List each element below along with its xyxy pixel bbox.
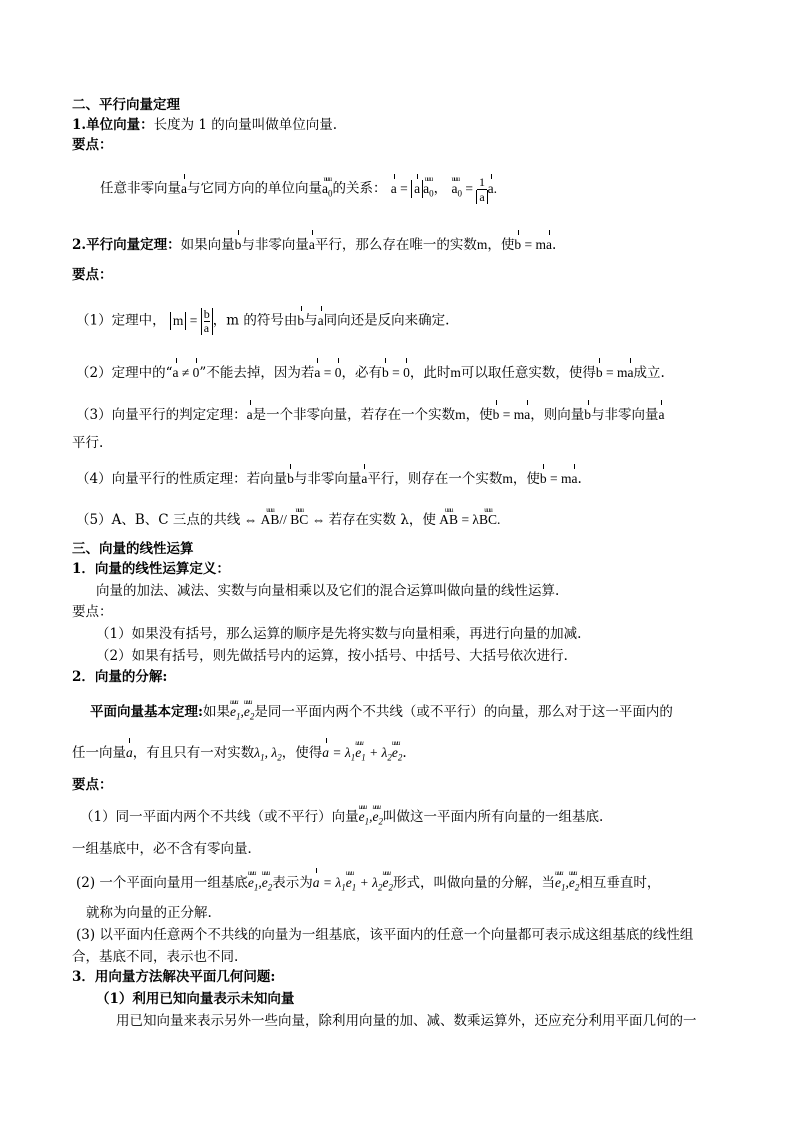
vector-a0: uuu $a_0$ <box>322 180 333 203</box>
parallel-theorem-line: 2.平行向量定理：如果向量b与非零向量a平行，那么存在唯一的实数m，使b = ma. <box>72 237 557 253</box>
decomposition-title: 2．向量的分解: <box>72 669 168 685</box>
basis-point-2-cont: 就称为向量的正分解. <box>86 905 212 921</box>
formula-a-eq-abs-a-a0: a = auuu $a_0$ <box>391 181 434 196</box>
point-2: （2）定理中的“a ≠ 0”不能去掉，因为若a = 0，必有b = 0，此时m可以取任意实数，使得b = ma成立. <box>76 365 665 381</box>
linear-op-def: 向量的加法、减法、实数与向量相乘以及它们的混合运算叫做向量的线性运算. <box>96 583 560 599</box>
key-points-label: 要点： <box>72 137 113 153</box>
geometry-body: 用已知向量来表示另外一些向量，除利用向量的加、减、数乘运算外，还应充分利用平面几何的一 <box>116 1013 697 1029</box>
point-3: （3）向量平行的判定定理：a是一个非零向量，若存在一个实数m，使b = ma，则向量b与非零向量a <box>76 407 665 423</box>
formula-b-eq-ma: b = ma <box>514 237 552 252</box>
basis-point-1: （1）同一平面内两个不共线（或不平行）向量uuu $e_1,uuu$ $e_2$叫做这一平面内所有向量的一组基底. <box>80 808 603 831</box>
section-heading-2: 二、平行向量定理 <box>72 97 180 113</box>
linear-op-title: 1．向量的线性运算定义： <box>72 561 230 577</box>
point-1: （1）定理中， m = $\frac{b}{a}$ ，m 的符号由b与a同向还是反向来确定. <box>76 307 450 335</box>
section-heading-3: 三、向量的线性运算 <box>72 541 194 557</box>
basis-point-3: (3) 以平面内任意两个不共线的向量为一组基底，该平面内的任意一个向量都可表示成这组基底的线性组 <box>76 927 694 943</box>
unit-vector-line <box>72 116 337 134</box>
unit-vector-title: 1.单位向量： <box>72 117 154 133</box>
vector-a: a <box>181 180 187 196</box>
linear-op-point-1: （1）如果没有括号，那么运算的顺序是先将实数与向量相乘，再进行向量的加减. <box>96 626 582 642</box>
basic-theorem-line: 平面向量基本定理:如果uuu $e_1,uuu$ $e_2$是同一平面内两个不共线（或不平行）的向量，那么对于这一平面内的 <box>90 703 673 726</box>
point-4: （4）向量平行的性质定理：若向量b与非零向量a平行，则存在一个实数m，使b = ma. <box>76 471 582 487</box>
basis-point-1-cont: 一组基底中，必不含有零向量． <box>72 841 261 857</box>
geometry-subtitle: （1）利用已知向量表示未知向量 <box>96 991 295 1007</box>
linear-op-point-2: （2）如果有括号，则先做括号内的运算，按小括号、中括号、大括号依次进行． <box>96 648 578 664</box>
formula-decomposition: $a = \lambda_1uuu$ $e_1 + \lambda_2uuu$ $e_2$ <box>322 745 402 760</box>
unit-vector-relation: 任意非零向量a与它同方向的单位向量uuu $a_0$的关系： a = auuu $a_0$， uuu $a_0$ = $\frac{1}{a}$ a. <box>100 175 497 204</box>
key-points-label: 要点： <box>72 267 113 283</box>
basic-theorem-line-2: 任一向量a，有且只有一对实数$\lambda_1$, $\lambda_2$，使得$a = \lambda_1uuu$ $e_1 + \lambda_2uuu$ $e_2$. <box>72 744 407 767</box>
basis-point-2: (2) 一个平面向量用一组基底uuu $e_1,uuu$ $e_2$表示为$a = \lambda_1uuu$ $e_1 + \lambda_2uuu$ $e_2$形式，叫做向量的分解，当uuu $e_1,uuu$ $e_2$相互垂直时， <box>76 874 660 897</box>
basis-point-3-cont: 合，基底不同，表示也不同. <box>72 949 239 965</box>
unit-vector-def: 长度为 1 的向量叫做单位向量. <box>153 117 338 133</box>
key-points-label: 要点： <box>72 777 113 793</box>
point-5: （5）A、B、C 三点的共线 ⇔ uuu AB// uuu BC ⇔ 若存在实数 λ，使 uuu AB = λuuu BC. <box>76 511 500 529</box>
point-3-cont: 平行. <box>72 435 104 451</box>
geometry-title: 3．用向量方法解决平面几何问题: <box>72 969 276 985</box>
key-points-label: 要点： <box>72 604 113 620</box>
formula-a0-eq-frac: uuu $a_0$ = $\frac{1}{a}$ a. <box>451 181 497 196</box>
